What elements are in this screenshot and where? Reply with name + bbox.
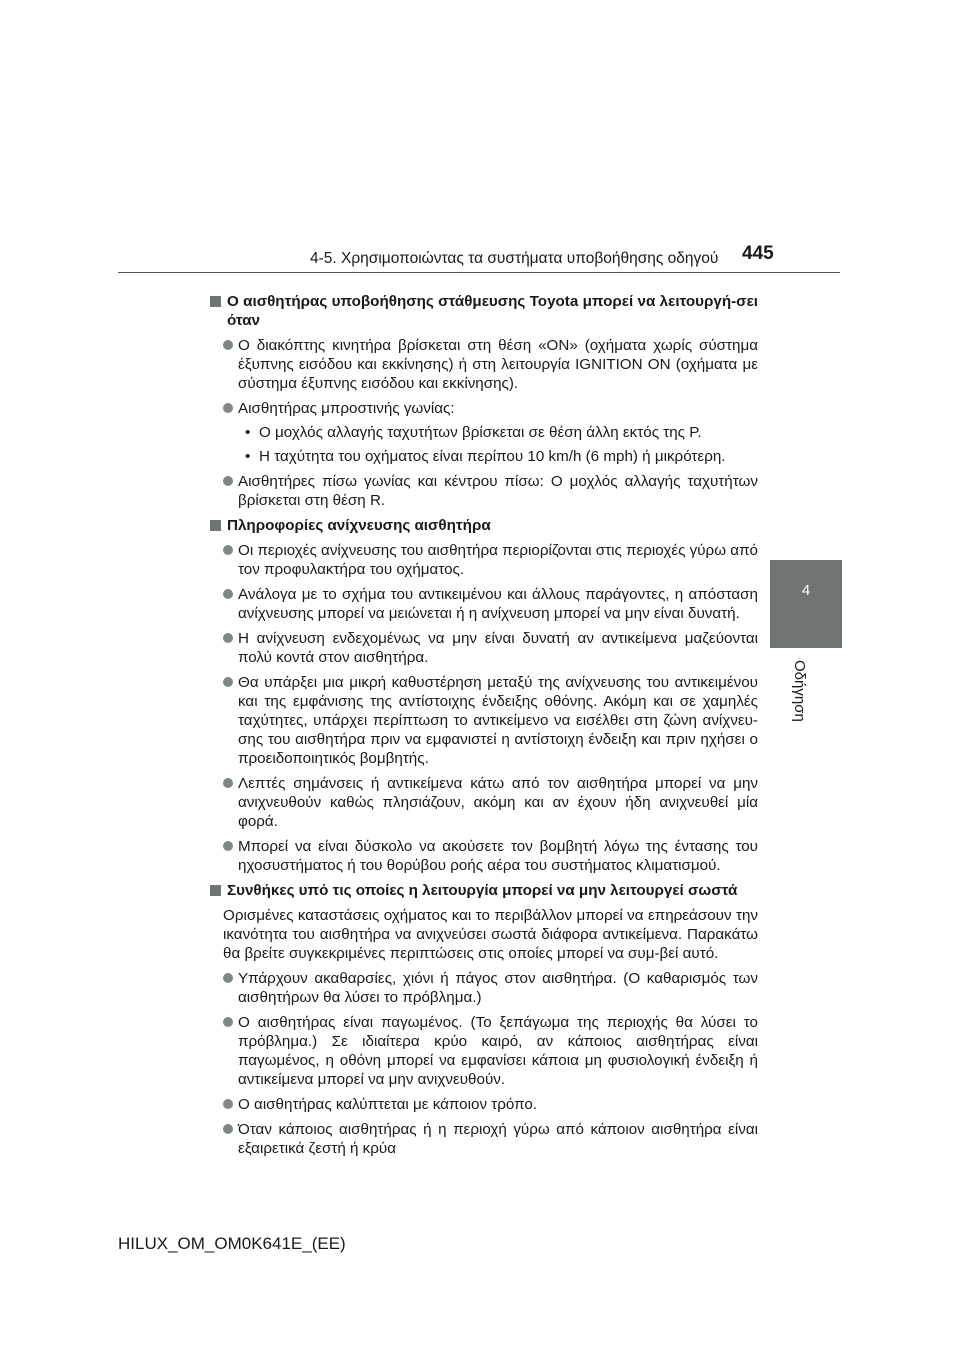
chapter-tab (770, 560, 842, 648)
circle-bullet-icon (223, 1124, 233, 1134)
chapter-label-container (790, 660, 810, 720)
chapter-number: 4 (801, 582, 811, 599)
list-item-text: Υπάρχουν ακαθαρσίες, χιόνι ή πάγος στον αισθητήρα. (Ο καθαρισμός των αισθητήρων θα λύσει το πρόβλημα.) (238, 970, 758, 1006)
list-item-text: Αισθητήρας μπροστινής γωνίας: (238, 400, 455, 417)
section-heading-text: Πληροφορίες ανίχνευσης αισθητήρα (227, 517, 491, 534)
list-item (223, 1095, 758, 1114)
circle-bullet-icon (223, 1017, 233, 1027)
list-item-text: Ο αισθητήρας είναι παγωμένος. (Το ξεπάγωμα της περιοχής θα λύσει το πρόβλημα.) Σε ιδιαίτερα κρύο καιρό, αν κάποιος αισθητήρας είναι παγωμένος, η οθόνη μπορεί να εμφανίσει κάποια μη φυσιολογική ένδειξη ή αντικείμενα μπορεί να μην ανιχνευθούν. (238, 1014, 758, 1088)
list-item (223, 472, 758, 510)
section-heading (210, 516, 758, 535)
list-item (223, 969, 758, 1007)
section-heading (210, 881, 758, 900)
section-heading-text: Συνθήκες υπό τις οποίες η λειτουργία μπορεί να μην λειτουργεί σωστά (227, 882, 738, 899)
sub-list-item-text: Ο μοχλός αλλαγής ταχυτήτων βρίσκεται σε θέση άλλη εκτός της P. (259, 424, 702, 441)
list-item-text: Η ανίχνευση ενδεχομένως να μην είναι δυνατή αν αντικείμενα μαζεύονται πολύ κοντά στον αισθητήρα. (238, 630, 758, 666)
list-item (223, 1120, 758, 1158)
circle-bullet-icon (223, 677, 233, 687)
square-bullet-icon (210, 520, 221, 531)
list-item-text: Ανάλογα με το σχήμα του αντικειμένου και άλλους παράγοντες, η απόσταση ανίχνευσης μπορεί να μειώνεται ή η ανίχνευση μπορεί να μην είναι δυνατή. (238, 586, 758, 622)
page-number: 445 (742, 243, 774, 264)
list-item-text: Ο διακόπτης κινητήρα βρίσκεται στη θέση «ON» (οχήματα χωρίς σύστημα έξυπνης εισόδου και εκκίνησης) ή στη λειτουργία IGNITION ON (οχήματα με σύστημα έξυπνης εισόδου και εκκίνησης). (238, 337, 758, 392)
circle-bullet-icon (223, 973, 233, 983)
header-divider (118, 272, 840, 273)
list-item (223, 585, 758, 623)
list-item-text: Οι περιοχές ανίχνευσης του αισθητήρα περιορίζονται στις περιοχές γύρω από τον προφυλακτήρα του οχήματος. (238, 542, 758, 578)
list-item-text: Ο αισθητήρας καλύπτεται με κάποιον τρόπο. (238, 1096, 538, 1113)
section (210, 881, 758, 1158)
section-heading (210, 292, 758, 330)
circle-bullet-icon (223, 545, 233, 555)
circle-bullet-icon (223, 633, 233, 643)
circle-bullet-icon (223, 589, 233, 599)
circle-bullet-icon (223, 476, 233, 486)
sub-list-item (245, 447, 758, 466)
circle-bullet-icon (223, 340, 233, 350)
square-bullet-icon (210, 296, 221, 307)
list-item (223, 336, 758, 393)
small-bullet-icon: • (245, 448, 251, 465)
list-item (223, 673, 758, 768)
chapter-label: Οδήγηση (791, 660, 808, 722)
list-item (223, 399, 758, 418)
list-item (223, 837, 758, 875)
list-item-text: Λεπτές σημάνσεις ή αντικείμενα κάτω από τον αισθητήρα μπορεί να μην ανιχνευθούν καθώς πλησιάζουν, ακόμη και αν έχουν ήδη ανιχνευθεί μία φορά. (238, 775, 758, 830)
section-intro: Ορισμένες καταστάσεις οχήματος και το περιβάλλον μπορεί να επηρεάσουν την ικανότητα του αισθητήρα να ανιχνεύσει σωστά διάφορα αντικείμενα. Παρακάτω θα βρείτε συγκεκριμένες περιπτώσεις στις οποίες μπορεί να συμ-βεί αυτό. (223, 907, 758, 962)
section (210, 516, 758, 875)
circle-bullet-icon (223, 841, 233, 851)
square-bullet-icon (210, 885, 221, 896)
page-header-title: 4-5. Χρησιμοποιώντας τα συστήματα υποβοήθησης οδηγού (310, 250, 719, 267)
sub-list-item-text: Η ταχύτητα του οχήματος είναι περίπου 10 km/h (6 mph) ή μικρότερη. (259, 448, 726, 465)
list-item-text: Θα υπάρξει μια μικρή καθυστέρηση μεταξύ της ανίχνευσης του αντικειμένου και της εμφάνισης της αντίστοιχης ένδειξης οθόνης. Ακόμη και σε χαμηλές ταχύτητες, υπάρχει περίπτωση το αντικείμενο να εισέλθει στη ζώνη ανίχνευ-σης του αισθητήρα πριν να εμφανιστεί η αντίστοιχη ένδειξη και πριν ηχήσει ο προειδοποιητικός βομβητής. (238, 674, 758, 767)
list-item-text: Μπορεί να είναι δύσκολο να ακούσετε τον βομβητή λόγω της έντασης του ηχοσυστήματος ή του θορύβου ροής αέρα του συστήματος κλιματισμού. (238, 838, 758, 874)
list-item (223, 774, 758, 831)
list-item (223, 541, 758, 579)
document-code: HILUX_OM_OM0K641E_(EE) (118, 1234, 346, 1253)
list-item-text: Όταν κάποιος αισθητήρας ή η περιοχή γύρω από κάποιον αισθητήρα είναι εξαιρετικά ζεστή ή κρύα (238, 1121, 758, 1157)
list-item-text: Αισθητήρες πίσω γωνίας και κέντρου πίσω: Ο μοχλός αλλαγής ταχυτήτων βρίσκεται στη θέση R. (238, 473, 758, 509)
page-content (210, 292, 758, 1164)
list-item (223, 1013, 758, 1089)
list-item (223, 629, 758, 667)
circle-bullet-icon (223, 778, 233, 788)
section-heading-text: Ο αισθητήρας υποβοήθησης στάθμευσης Toyota μπορεί να λειτουργή-σει όταν (227, 293, 758, 329)
circle-bullet-icon (223, 1099, 233, 1109)
section (210, 292, 758, 510)
small-bullet-icon: • (245, 424, 251, 441)
circle-bullet-icon (223, 403, 233, 413)
sub-list-item (245, 423, 758, 442)
